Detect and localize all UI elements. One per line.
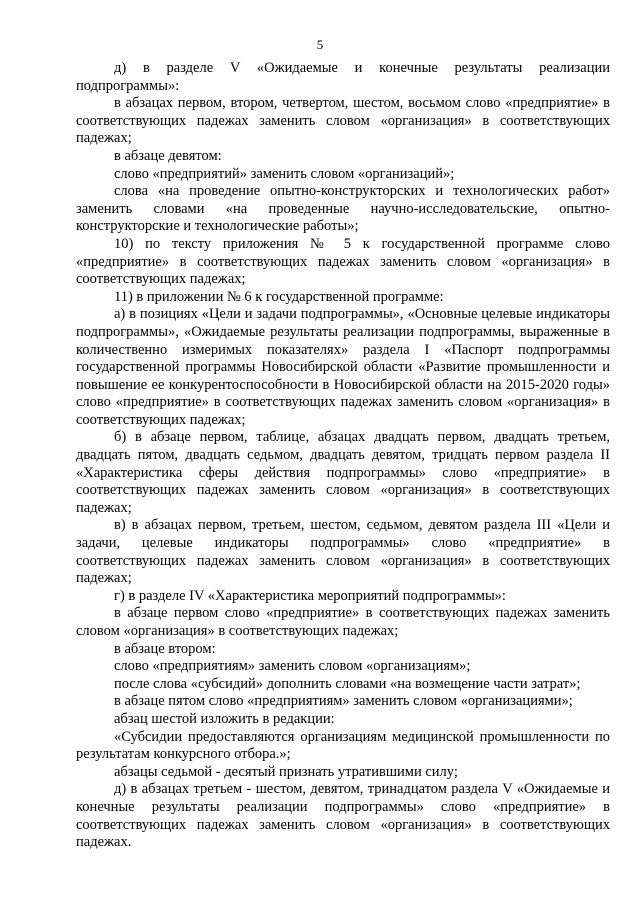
paragraph: абзацы седьмой - десятый признать утратившими силу; <box>114 763 458 780</box>
paragraph: слово «предприятиям» заменить словом «организациям»; <box>114 658 471 675</box>
paragraph: слова «на проведение опытно-конструкторских и технологических работ» заменить словами «на проведенные научно-исследовательские, опытно-конструкторские и технологические работы»; <box>76 183 610 235</box>
paragraph: в абзацах первом, втором, четвертом, шестом, восьмом слово «предприятие» в соответствующих падежах заменить словом «организация» в соответствующих падежах; <box>76 95 610 147</box>
paragraph: слово «предприятий» заменить словом «организаций»; <box>114 165 455 182</box>
paragraph: д) в абзацах третьем - шестом, девятом, тринадцатом раздела V «Ожидаемые и конечные результаты реализации подпрограммы» слово «предприятие» в соответствующих падежах заменить словом «организация» в соответствующих падежах. <box>76 781 610 851</box>
paragraph: в) в абзацах первом, третьем, шестом, седьмом, девятом раздела III «Цели и задачи, целевые индикаторы подпрограммы» слово «предприятие» в соответствующих падежах заменить словом «организация» в соответствующих падежах; <box>76 517 610 587</box>
paragraph: абзац шестой изложить в редакции: <box>114 710 335 727</box>
paragraph: «Субсидии предоставляются организациям медицинской промышленности по результатам конкурсного отбора.»; <box>76 728 610 763</box>
paragraph: а) в позициях «Цели и задачи подпрограммы», «Основные целевые индикаторы подпрограммы», «Ожидаемые результаты реализации подпрограммы, выраженные в количественно измеримых показателях» раздела I «Паспорт подпрограммы государственной программы Новосибирской области «Развитие промышленности и повышение ее конкурентоспособности в Новосибирской области на 2015-2020 годы» слово «предприятие» в соответствующих падежах заменить словом «организация» в соответствующих падежах; <box>76 306 610 428</box>
paragraph: в абзаце девятом: <box>114 147 222 164</box>
document-body <box>76 60 610 852</box>
paragraph: г) в разделе IV «Характеристика мероприятий подпрограммы»: <box>114 587 506 604</box>
paragraph: в абзаце пятом слово «предприятиям» заменить словом «организациями»; <box>114 693 573 710</box>
paragraph: б) в абзаце первом, таблице, абзацах двадцать первом, двадцать третьем, двадцать пятом, двадцать седьмом, двадцать девятом, тридцать первом раздела II «Характеристика сферы действия подпрограммы» слово «предприятие» в соответствующих падежах заменить словом «организация» в соответствующих падежах; <box>76 429 610 516</box>
paragraph: д) в разделе V «Ожидаемые и конечные результаты реализации подпрограммы»: <box>76 60 610 94</box>
paragraph: в абзаце первом слово «предприятие» в соответствующих падежах заменить словом «организация» в соответствующих падежах; <box>76 605 610 639</box>
paragraph: после слова «субсидий» дополнить словами «на возмещение части затрат»; <box>114 675 581 692</box>
paragraph: в абзаце втором: <box>114 640 216 657</box>
paragraph: 11) в приложении № 6 к государственной программе: <box>114 288 444 305</box>
paragraph: 10) по тексту приложения № 5 к государственной программе слово «предприятие» в соответствующих падежах заменить словом «организация» в соответствующих падежах; <box>76 235 610 288</box>
page-number: 5 <box>316 37 324 52</box>
